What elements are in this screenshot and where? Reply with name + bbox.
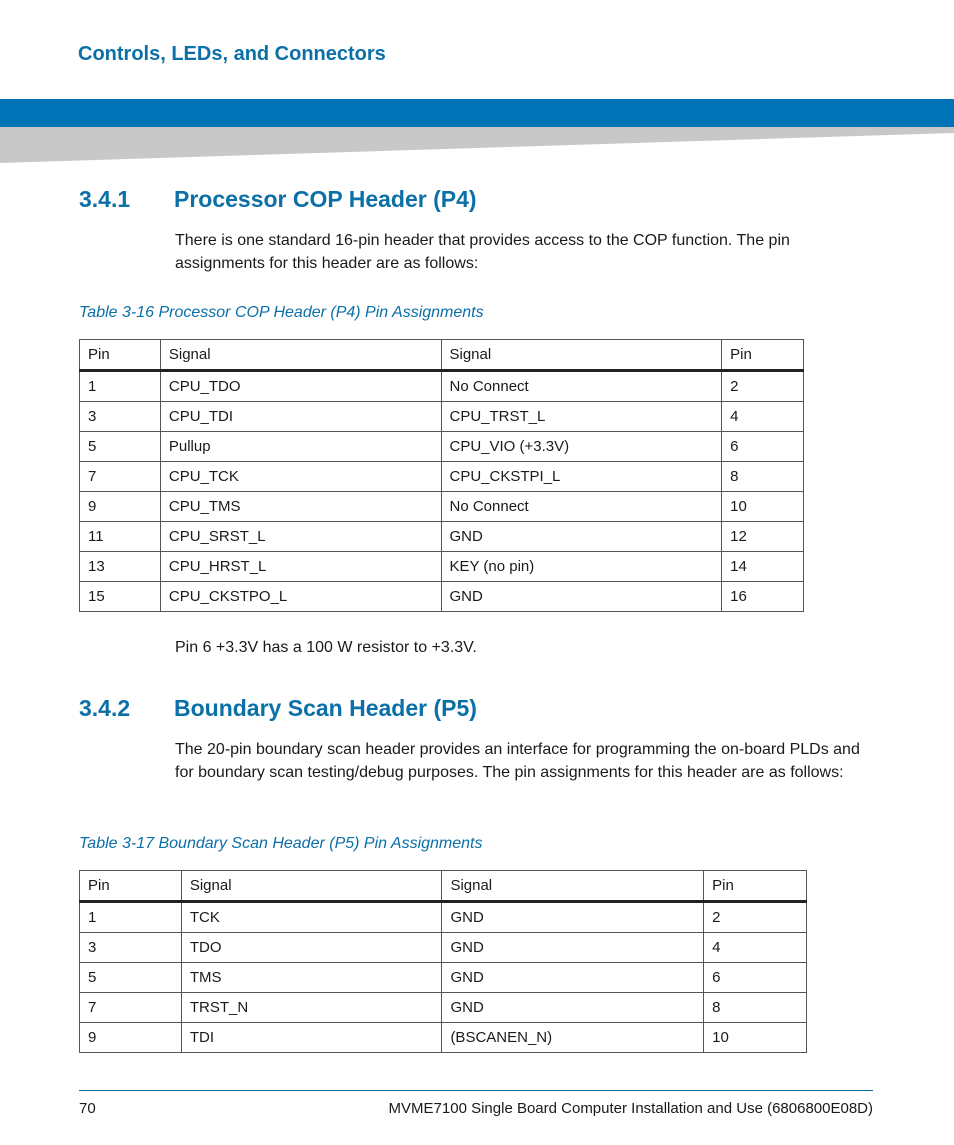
table-cell: 6 [704,963,807,993]
table-row [80,402,804,432]
table-cell: CPU_TDI [160,402,441,432]
footer-rule [79,1090,873,1091]
table-cell: KEY (no pin) [441,552,722,582]
table-cell: 8 [722,462,804,492]
table-cell: 12 [722,522,804,552]
table-cell: 14 [722,552,804,582]
table-cell: 15 [80,582,161,612]
table-cell: 7 [80,993,182,1023]
table-cell: 3 [80,402,161,432]
column-header: Signal [181,871,442,902]
table-row [80,492,804,522]
table-cell: TMS [181,963,442,993]
table-row [80,933,807,963]
table-row [80,963,807,993]
table-cell: No Connect [441,492,722,522]
section-title: Boundary Scan Header (P5) [174,695,477,721]
table-cell: GND [442,933,704,963]
header-blue-band [0,99,954,127]
table-cell: TDO [181,933,442,963]
table-cell: 11 [80,522,161,552]
table-row [80,432,804,462]
table-cell: CPU_TDO [160,371,441,402]
table-cell: GND [442,993,704,1023]
table-row [80,462,804,492]
boundary-scan-pin-table [79,870,807,1053]
table-header-row [80,871,807,902]
table-cell: GND [441,522,722,552]
table-cell: 13 [80,552,161,582]
table-cell: CPU_HRST_L [160,552,441,582]
table-cell: 2 [704,902,807,933]
section-number: 3.4.1 [79,186,131,212]
table-row [80,552,804,582]
column-header: Signal [441,340,722,371]
table-cell: 9 [80,492,161,522]
column-header: Pin [80,871,182,902]
table-cell: 10 [704,1023,807,1053]
table-cell: TRST_N [181,993,442,1023]
table-cell: CPU_VIO (+3.3V) [441,432,722,462]
table-cell: 8 [704,993,807,1023]
table-cell: 9 [80,1023,182,1053]
table-cell: 2 [722,371,804,402]
table-cell: CPU_CKSTPO_L [160,582,441,612]
table-cell: 4 [704,933,807,963]
table-row [80,371,804,402]
table-cell: GND [441,582,722,612]
table-cell: 16 [722,582,804,612]
table-caption-cop: Table 3-16 Processor COP Header (P4) Pin Assignments [79,304,484,321]
chapter-title: Controls, LEDs, and Connectors [74,40,390,68]
table-caption-boundary-scan: Table 3-17 Boundary Scan Header (P5) Pin Assignments [79,835,483,852]
table-cell: No Connect [441,371,722,402]
table-cell: 7 [80,462,161,492]
table-cell: (BSCANEN_N) [442,1023,704,1053]
table-cell: 5 [80,963,182,993]
column-header: Signal [160,340,441,371]
column-header: Pin [704,871,807,902]
page-number: 70 [79,1100,96,1117]
table-row [80,522,804,552]
section-intro-boundary-scan: The 20-pin boundary scan header provides an interface for programming the on-board PLDs and for boundary scan testing/debug purposes. The pin assignments for this header are as follows: [175,741,860,781]
table-cell: 6 [722,432,804,462]
table-row [80,902,807,933]
table-cell: 3 [80,933,182,963]
column-header: Signal [442,871,704,902]
table-cell: Pullup [160,432,441,462]
table-row [80,582,804,612]
table-cell: CPU_TCK [160,462,441,492]
table-cell: CPU_SRST_L [160,522,441,552]
table-row [80,993,807,1023]
table-cell: GND [442,902,704,933]
table-cell: 1 [80,371,161,402]
table-cell: 5 [80,432,161,462]
table-cell: CPU_CKSTPI_L [441,462,722,492]
table-cell: CPU_TMS [160,492,441,522]
table-row [80,1023,807,1053]
table-cell: TCK [181,902,442,933]
table-cell: 10 [722,492,804,522]
table-header-row [80,340,804,371]
section-title: Processor COP Header (P4) [174,186,477,212]
table-cell: 4 [722,402,804,432]
column-header: Pin [80,340,161,371]
section-intro-cop: There is one standard 16-pin header that provides access to the COP function. The pin assignments for this header are as follows: [175,232,790,272]
section-number: 3.4.2 [79,695,131,721]
table-cell: 1 [80,902,182,933]
header-gray-wedge [0,127,954,163]
column-header: Pin [722,340,804,371]
table-cell: GND [442,963,704,993]
table-cell: CPU_TRST_L [441,402,722,432]
cop-pin-table [79,339,804,612]
document-title: MVME7100 Single Board Computer Installation and Use (6806800E08D) [388,1100,873,1117]
table-cell: TDI [181,1023,442,1053]
cop-note: Pin 6 +3.3V has a 100 W resistor to +3.3V. [175,639,477,656]
